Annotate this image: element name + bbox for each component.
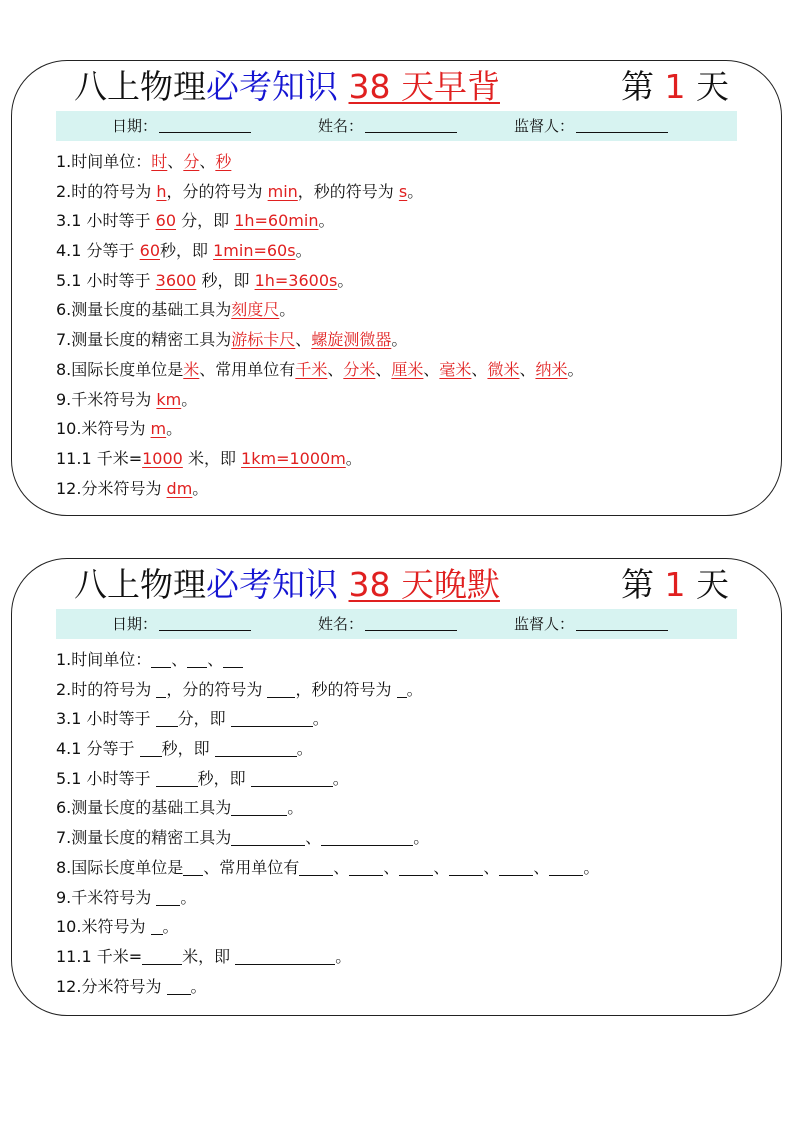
title-row bbox=[74, 563, 729, 613]
list-item: 4.1 分等于 60秒，即 1min=60s。 bbox=[56, 241, 312, 261]
blank-field[interactable] bbox=[231, 827, 305, 846]
blank-field[interactable] bbox=[183, 857, 203, 876]
list-item: 7.测量长度的精密工具为 、 。 bbox=[56, 828, 430, 848]
info-bar bbox=[56, 111, 737, 141]
blank-field[interactable] bbox=[231, 708, 313, 727]
day-counter: 第 1 天 bbox=[621, 67, 729, 106]
blank-field[interactable] bbox=[167, 976, 191, 995]
blank-field[interactable] bbox=[499, 857, 533, 876]
list-item: 12.分米符号为 dm。 bbox=[56, 478, 209, 498]
list-item: 1.时间单位：时、分、秒 bbox=[56, 152, 232, 171]
list-item: 2.时的符号为 ，分的符号为 ，秒的符号为 。 bbox=[56, 679, 423, 699]
list-item: 3.1 小时等于 60 分，即 1h=60min。 bbox=[56, 211, 335, 231]
date-field[interactable]: 日期： bbox=[112, 609, 251, 639]
info-bar bbox=[56, 609, 737, 639]
list-item: 3.1 小时等于 分，即 。 bbox=[56, 709, 329, 729]
day-counter: 第 1 天 bbox=[621, 565, 729, 604]
blank-field[interactable] bbox=[267, 679, 295, 698]
name-field[interactable]: 姓名： bbox=[318, 111, 457, 141]
knowledge-list bbox=[56, 147, 746, 503]
blank-field[interactable] bbox=[223, 649, 243, 668]
list-item: 9.千米符号为 。 bbox=[56, 887, 197, 907]
list-item: 4.1 分等于 秒，即 。 bbox=[56, 739, 313, 759]
name-field[interactable]: 姓名： bbox=[318, 609, 457, 639]
blank-field[interactable] bbox=[251, 768, 333, 787]
blank-field[interactable] bbox=[397, 679, 407, 698]
list-item: 11.1 千米= 米，即 。 bbox=[56, 946, 352, 966]
list-item: 10.米符号为 m。 bbox=[56, 419, 183, 439]
list-item: 7.测量长度的精密工具为游标卡尺、螺旋测微器。 bbox=[56, 330, 408, 350]
list-item: 6.测量长度的基础工具为刻度尺。 bbox=[56, 300, 296, 320]
blank-field[interactable] bbox=[321, 827, 413, 846]
blank-field[interactable] bbox=[399, 857, 433, 876]
date-field[interactable]: 日期： bbox=[112, 111, 251, 141]
blank-field[interactable] bbox=[299, 857, 333, 876]
page-title: 八上物理必考知识 38 天晚默 bbox=[74, 565, 500, 604]
supervisor-field[interactable]: 监督人： bbox=[514, 609, 668, 639]
list-item: 9.千米符号为 km。 bbox=[56, 389, 198, 409]
list-item: 8.国际长度单位是 、常用单位有 、 、 、 、 、 。 bbox=[56, 857, 600, 877]
blank-field[interactable] bbox=[449, 857, 483, 876]
title-row bbox=[74, 65, 729, 115]
list-item: 5.1 小时等于 3600 秒，即 1h=3600s。 bbox=[56, 270, 354, 290]
blank-field[interactable] bbox=[549, 857, 583, 876]
list-item: 8.国际长度单位是米、常用单位有千米、分米、厘米、毫米、微米、纳米。 bbox=[56, 359, 584, 379]
blank-field[interactable] bbox=[231, 797, 287, 816]
list-item: 2.时的符号为 h，分的符号为 min，秒的符号为 s。 bbox=[56, 181, 424, 201]
blank-field[interactable] bbox=[156, 768, 198, 787]
supervisor-field[interactable]: 监督人： bbox=[514, 111, 668, 141]
list-item: 11.1 千米=1000 米，即 1km=1000m。 bbox=[56, 448, 362, 468]
blank-field[interactable] bbox=[215, 738, 297, 757]
list-item: 12.分米符号为 。 bbox=[56, 976, 207, 996]
blank-field[interactable] bbox=[140, 738, 162, 757]
blank-field[interactable] bbox=[187, 649, 207, 668]
blank-field[interactable] bbox=[151, 916, 163, 935]
card-evening-dictation bbox=[11, 558, 782, 1016]
blank-field[interactable] bbox=[235, 946, 335, 965]
list-item: 5.1 小时等于 秒，即 。 bbox=[56, 768, 349, 788]
dictation-list bbox=[56, 645, 746, 1001]
card-morning-recite bbox=[11, 60, 782, 516]
blank-field[interactable] bbox=[349, 857, 383, 876]
list-item: 10.米符号为 。 bbox=[56, 917, 179, 937]
list-item: 1.时间单位： 、 、 bbox=[56, 645, 746, 675]
page-title: 八上物理必考知识 38 天早背 bbox=[74, 67, 500, 106]
blank-field[interactable] bbox=[151, 649, 171, 668]
blank-field[interactable] bbox=[156, 679, 166, 698]
blank-field[interactable] bbox=[156, 708, 178, 727]
list-item: 6.测量长度的基础工具为 。 bbox=[56, 798, 304, 818]
blank-field[interactable] bbox=[142, 946, 182, 965]
blank-field[interactable] bbox=[156, 887, 180, 906]
